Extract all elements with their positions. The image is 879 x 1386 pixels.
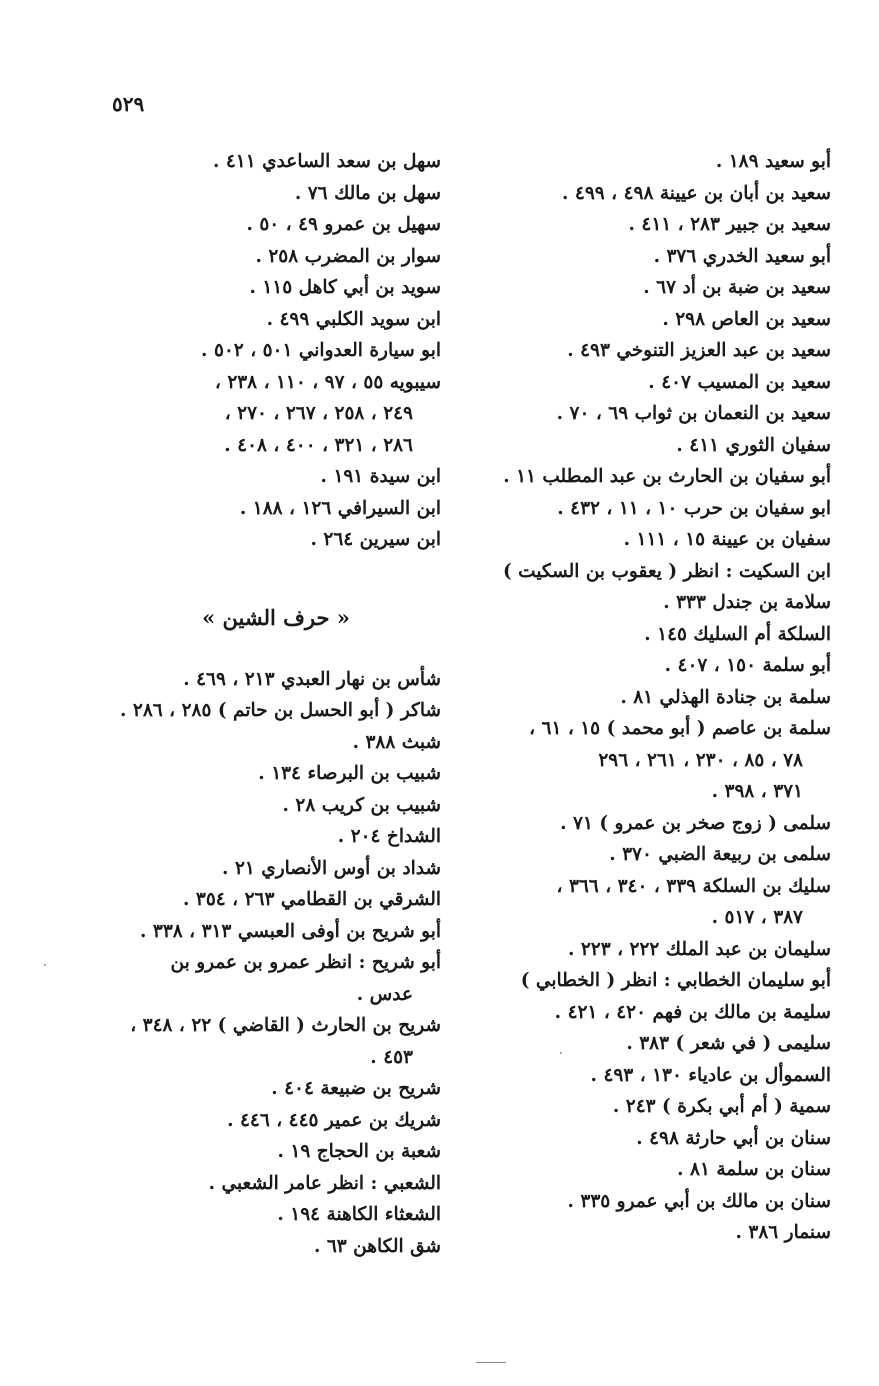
index-entry: أبو شريح بن أوفى العبسي ٣١٣ ، ٣٣٨ . [140, 920, 441, 942]
index-entry-continuation: ٣٧١ ، ٣٩٨ . [711, 781, 803, 802]
index-entry: سعيد بن النعمان بن ثواب ٦٩ ، ٧٠ . [556, 403, 831, 424]
index-entry: سلمى ( زوج صخر بن عمرو ) ٧١ . [560, 812, 831, 834]
index-entry: سهيل بن عمرو ٤٩ ، ٥٠ . [246, 214, 441, 235]
index-entry: سفيان الثوري ٤١١ . [676, 434, 831, 456]
page-number: ٥٢٩ [112, 92, 145, 116]
index-entry: سعيد بن المسيب ٤٠٧ . [648, 371, 831, 393]
index-entry: أبو سلمة ١٥٠ ، ٤٠٧ . [664, 655, 831, 676]
index-entry-continuation: عدس . [356, 983, 413, 1005]
index-entry: أبو سعيد الخدري ٣٧٦ . [653, 245, 831, 267]
index-entry: سليمة بن مالك بن فهم ٤٢٠ ، ٤٢١ . [554, 1001, 831, 1023]
index-entry: الشرقي بن القطامي ٢٦٣ ، ٣٥٤ . [183, 889, 441, 910]
index-entry-continuation: ٢٨٦ ، ٣٢١ ، ٤٠٠ ، ٤٠٨ . [224, 434, 413, 456]
index-entry: شبث ٣٨٨ . [352, 731, 441, 753]
index-entry: ابن سيرين ٢٦٤ . [310, 529, 441, 550]
index-entry: سنان بن مالك بن أبي عمرو ٣٣٥ . [567, 1190, 831, 1212]
index-entry: سلمة بن عاصم ( أبو محمد ) ١٥ ، ٦١ ، [529, 718, 831, 739]
index-entry: ابو سيارة العدواني ٥٠١ ، ٥٠٢ . [201, 340, 441, 361]
index-column-left [111, 146, 441, 1262]
index-entry: سمية ( أم أبي بكرة ) ٢٤٣ . [612, 1096, 831, 1117]
index-entry: ابن سيدة ١٩١ . [320, 466, 441, 487]
index-entry: شبيب بن البرصاء ١٣٤ . [258, 763, 441, 784]
index-entry-continuation: ٢٤٩ ، ٢٥٨ ، ٢٦٧ ، ٢٧٠ ، [224, 403, 413, 424]
index-entry: سعيد بن عبد العزيز التنوخي ٤٩٣ . [567, 340, 831, 361]
index-entry: سلمى بن ربيعة الضبي ٣٧٠ . [609, 844, 831, 865]
index-entry: شريك بن عمير ٤٤٥ ، ٤٤٦ . [227, 1109, 441, 1131]
index-entry-continuation: ٧٨ ، ٨٥ ، ٢٣٠ ، ٢٦١ ، ٢٩٦ [598, 749, 803, 771]
index-entry: ابن سويد الكلبي ٤٩٩ . [266, 308, 441, 330]
index-entry: شأس بن نهار العبدي ٢١٣ ، ٤٦٩ . [183, 668, 441, 690]
index-entry-continuation: ٤٥٣ . [370, 1046, 413, 1068]
index-entry-continuation: ٣٨٧ ، ٥١٧ . [711, 907, 803, 928]
section-heading: « حرف الشين » [202, 604, 350, 630]
index-entry: سعيد بن العاص ٢٩٨ . [662, 308, 831, 330]
index-list-left-top [111, 146, 441, 556]
index-entry: أبو سليمان الخطابي : انظر ( الخطابي ) [520, 970, 831, 991]
index-column-right [501, 146, 831, 1249]
index-entry: سعيد بن جبير ٢٨٣ ، ٤١١ . [628, 214, 831, 235]
index-entry: شداد بن أوس الأنصاري ٢١ . [222, 857, 441, 879]
index-list-left-bottom [111, 664, 441, 1263]
index-entry: شاكر ( أبو الحسل بن حاتم ) ٢٨٥ ، ٢٨٦ . [120, 700, 441, 721]
index-entry: سهل بن مالك ٧٦ . [294, 182, 441, 204]
index-entry: سلمة بن جنادة الهذلي ٨١ . [620, 686, 831, 708]
index-entry: سيبويه ٥٥ ، ٩٧ ، ١١٠ ، ٢٣٨ ، [214, 371, 441, 393]
index-entry: السموأل بن عادياء ١٣٠ ، ٤٩٣ . [590, 1064, 831, 1086]
index-entry: ابو سفيان بن حرب ١٠ ، ١١ ، ٤٣٢ . [557, 497, 831, 519]
index-entry: شق الكاهن ٦٣ . [313, 1235, 441, 1257]
index-entry: سويد بن أبي كاهل ١١٥ . [249, 277, 441, 298]
index-entry: شريح بن ضبيعة ٤٠٤ . [271, 1078, 441, 1099]
index-entry: الشعبي : انظر عامر الشعبي . [208, 1172, 441, 1194]
index-entry: أبو سفيان بن الحارث بن عبد المطلب ١١ . [503, 466, 831, 487]
index-entry: ابن السيرافي ١٢٦ ، ١٨٨ . [239, 497, 441, 519]
index-entry: سهل بن سعد الساعدي ٤١١ . [212, 151, 441, 172]
index-entry: سنمار ٣٨٦ . [735, 1222, 831, 1243]
index-entry: ابن السكيت : انظر ( يعقوب بن السكيت ) [502, 560, 831, 582]
index-entry: الشعثاء الكاهنة ١٩٤ . [277, 1204, 441, 1225]
index-entry: سعيد بن أبان بن عيينة ٤٩٨ ، ٤٩٩ . [562, 182, 831, 204]
index-entry: سنان بن أبي حارثة ٤٩٨ . [636, 1127, 831, 1149]
index-entry: الشداخ ٢٠٤ . [337, 826, 441, 847]
index-entry: شبيب بن كريب ٢٨ . [282, 794, 441, 816]
index-entry: سليك بن السلكة ٣٣٩ ، ٣٤٠ ، ٣٦٦ ، [556, 875, 831, 897]
index-entry: سعيد بن ضبة بن أد ٦٧ . [643, 277, 831, 298]
index-entry: سوار بن المضرب ٢٥٨ . [255, 245, 441, 267]
index-entry: أبو سعيد ١٨٩ . [715, 151, 831, 172]
index-entry: سلامة بن جندل ٣٣٣ . [663, 592, 831, 613]
index-entry: السلكة أم السليك ١٤٥ . [644, 623, 831, 645]
index-entry: سليمان بن عبد الملك ٢٢٢ ، ٢٢٣ . [567, 938, 831, 960]
index-entry: شعبة بن الحجاج ١٩ . [277, 1141, 441, 1162]
index-entry: سليمى ( في شعر ) ٣٨٣ . [626, 1033, 831, 1054]
index-entry: أبو شريح : انظر عمرو بن عمرو بن [170, 952, 441, 973]
index-entry: سفيان بن عيينة ١٥ ، ١١١ . [623, 529, 831, 550]
index-entry: سنان بن سلمة ٨١ . [677, 1159, 831, 1180]
index-entry: شريح بن الحارث ( القاضي ) ٢٢ ، ٣٤٨ ، [130, 1015, 441, 1036]
